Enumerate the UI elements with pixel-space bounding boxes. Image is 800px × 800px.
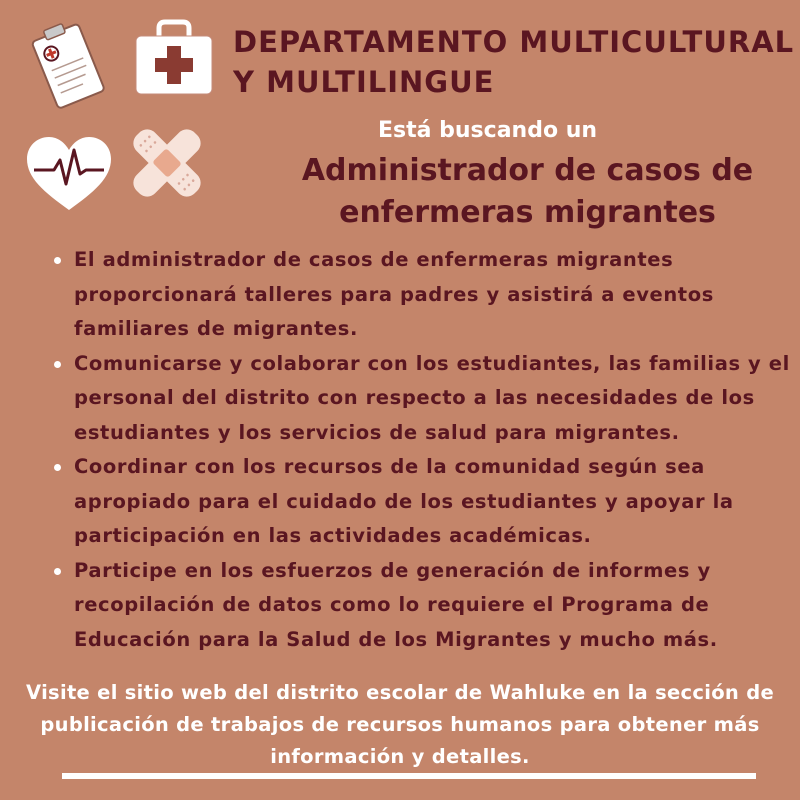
duty-text: Coordinar con los recursos de la comunidad según sea apropiado para el cuidado de los estudiantes y apoyar la participación en las actividades académicas.	[74, 455, 734, 547]
heartbeat-heart-icon	[24, 134, 114, 214]
bottom-divider	[62, 773, 756, 779]
first-aid-kit-icon	[133, 16, 215, 98]
duty-text: El administrador de casos de enfermeras migrantes proporcionará talleres para padres y asistirá a eventos familiares de migrantes.	[74, 248, 714, 340]
duty-item	[48, 243, 793, 347]
duty-text: Comunicarse y colaborar con los estudiantes, las familias y el personal del distrito con respecto a las necesidades de los estudiantes y los servicios de salud para migrantes.	[74, 351, 790, 444]
department-line-1: DEPARTAMENTO MULTICULTURAL	[233, 25, 795, 59]
bandage-icon	[124, 120, 210, 206]
department-line-2: Y MULTILINGUE	[233, 65, 495, 99]
intro-text: Está buscando un	[378, 118, 598, 143]
duty-item	[48, 554, 793, 658]
duty-item	[48, 347, 793, 451]
duty-text: Participe en los esfuerzos de generación de informes y recopilación de datos como lo requiere el Programa de Educación para la Salud de los Migrantes y mucho más.	[74, 558, 718, 651]
clipboard-icon	[26, 18, 112, 118]
department-heading	[233, 22, 800, 102]
duties-list	[48, 243, 793, 657]
footer-note: Visite el sitio web del distrito escolar de Wahluke en la sección de publicación de trabajos de recursos humanos para obtener más información y detalles.	[26, 681, 774, 768]
duty-item	[48, 450, 793, 554]
job-title: Administrador de casos de enfermeras migrantes	[301, 153, 754, 230]
